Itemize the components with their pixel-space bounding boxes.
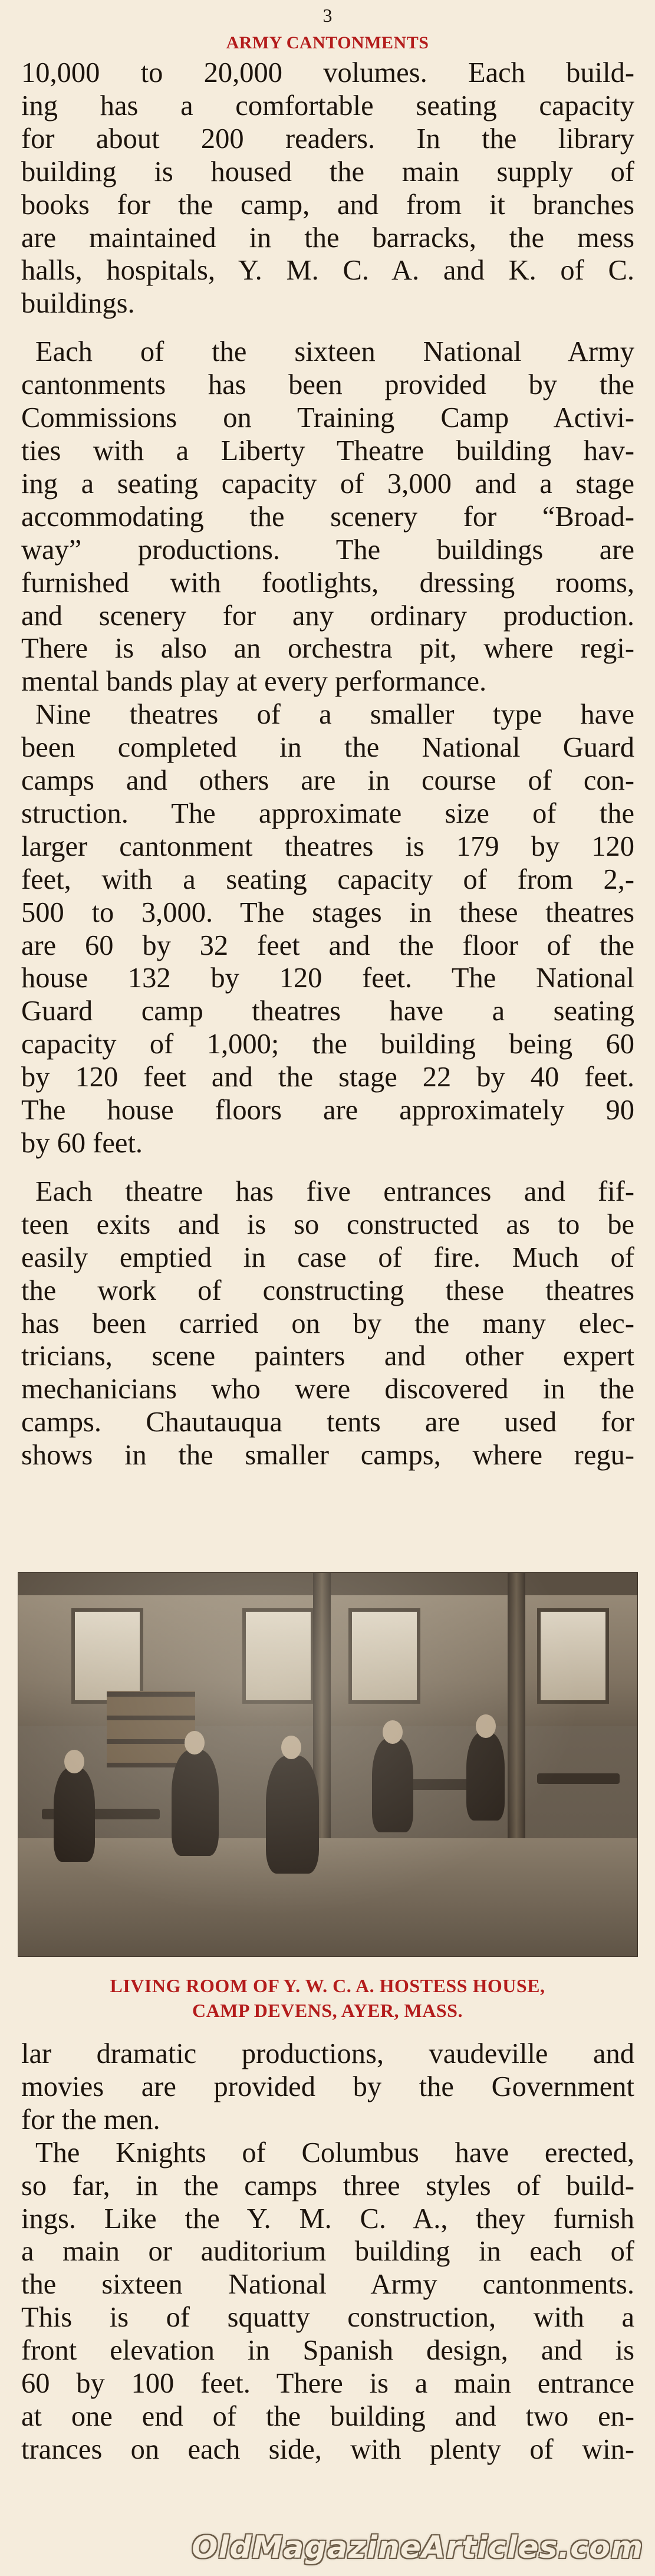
paragraph-line: feet, with a seating capacity of from 2,-: [21, 863, 634, 895]
paragraph-line: by 120 feet and the stage 22 by 40 feet.: [21, 1062, 634, 1093]
paragraph-line: a main or auditorium building in each of: [21, 2236, 634, 2268]
paragraph-line: There is also an orchestra pit, where regi-: [21, 633, 634, 665]
paragraph-line: tricians, scene painters and other expert: [21, 1340, 634, 1372]
photo-caption-line: CAMP DEVENS, AYER, MASS.: [192, 2000, 463, 2021]
paragraph-line: Each of the sixteen National Army: [35, 336, 634, 368]
hostess-house-photo: [18, 1572, 638, 1957]
paragraph-line: mental bands play at every performance.: [21, 666, 487, 698]
paragraph-line: camps. Chautauqua tents are used for: [21, 1407, 634, 1438]
photo-caption: [0, 1973, 655, 2023]
paragraph-line: the sixteen National Army cantonments.: [21, 2269, 634, 2301]
paragraph-line: mechanicians who were discovered in the: [21, 1374, 634, 1405]
paragraph-line: easily emptied in case of fire. Much of: [21, 1241, 634, 1273]
paragraph-line: lar dramatic productions, vaudeville and: [21, 2038, 634, 2069]
paragraph-line: 10,000 to 20,000 volumes. Each build-: [21, 57, 634, 88]
paragraph-line: way” productions. The buildings are: [21, 534, 634, 566]
paragraph-line: 500 to 3,000. The stages in these theatres: [21, 896, 634, 928]
paragraph-line: are maintained in the barracks, the mess: [21, 222, 634, 254]
paragraph-line: for the men.: [21, 2104, 160, 2135]
paragraph-line: trances on each side, with plenty of win-: [21, 2433, 634, 2465]
paragraph-line: capacity of 1,000; the building being 60: [21, 1029, 634, 1060]
paragraph-line: movies are provided by the Government: [21, 2071, 634, 2102]
paragraph-line: house 132 by 120 feet. The National: [21, 962, 634, 994]
paragraph-line: Each theatre has five entrances and fif-: [35, 1175, 634, 1207]
paragraph-line: are 60 by 32 feet and the floor of the: [21, 929, 634, 961]
paragraph-line: cantonments has been provided by the: [21, 369, 634, 401]
paragraph-line: been completed in the National Guard: [21, 732, 634, 764]
paragraph-line: furnished with footlights, dressing rooms,: [21, 567, 634, 599]
paragraph-line: The house floors are approximately 90: [21, 1095, 634, 1126]
photo-lighting: [18, 1573, 637, 1956]
paragraph-line: front elevation in Spanish design, and is: [21, 2335, 634, 2367]
paragraph-line: Commissions on Training Camp Activi-: [21, 402, 634, 434]
paragraph-line: and scenery for any ordinary production.: [21, 600, 634, 632]
paragraph-line: at one end of the building and two en-: [21, 2400, 634, 2432]
paragraph-line: ties with a Liberty Theatre building hav-: [21, 435, 634, 466]
paragraph-line: struction. The approximate size of the: [21, 797, 634, 829]
paragraph-line: camps and others are in course of con-: [21, 765, 634, 797]
paragraph-line: so far, in the camps three styles of build-: [21, 2170, 634, 2202]
article-text-top: [21, 57, 634, 1472]
paragraph-line: larger cantonment theatres is 179 by 120: [21, 830, 634, 862]
paragraph-line: for about 200 readers. In the library: [21, 123, 634, 155]
paragraph-line: ing has a comfortable seating capacity: [21, 90, 634, 121]
paragraph-line: books for the camp, and from it branches: [21, 189, 634, 221]
paragraph-line: has been carried on by the many elec-: [21, 1307, 634, 1339]
paragraph-line: Nine theatres of a smaller type have: [35, 699, 634, 731]
paragraph-line: halls, hospitals, Y. M. C. A. and K. of C.: [21, 255, 634, 287]
paragraph-line: ings. Like the Y. M. C. A., they furnish: [21, 2203, 634, 2235]
page-number: 3: [322, 5, 333, 26]
running-head: ARMY CANTONMENTS: [226, 33, 429, 52]
paragraph-line: buildings.: [21, 288, 135, 320]
paragraph-line: The Knights of Columbus have erected,: [35, 2137, 634, 2168]
article-text-bottom: [21, 2038, 634, 2466]
paragraph-line: This is of squatty construction, with a: [21, 2302, 634, 2334]
paragraph-line: accommodating the scenery for “Broad-: [21, 501, 634, 533]
paragraph-line: by 60 feet.: [21, 1128, 143, 1159]
paragraph-line: ing a seating capacity of 3,000 and a stage: [21, 468, 634, 500]
site-watermark: OldMagazineArticles.com: [192, 2530, 643, 2565]
paragraph-line: 60 by 100 feet. There is a main entrance: [21, 2368, 634, 2400]
paragraph-line: building is housed the main supply of: [21, 156, 634, 188]
paragraph-line: the work of constructing these theatres: [21, 1274, 634, 1306]
paragraph-line: shows in the smaller camps, where regu-: [21, 1440, 634, 1471]
photo-caption-line: LIVING ROOM OF Y. W. C. A. HOSTESS HOUSE,: [110, 1975, 545, 1996]
paragraph-line: teen exits and is so constructed as to be: [21, 1208, 634, 1240]
paragraph-line: Guard camp theatres have a seating: [21, 995, 634, 1027]
